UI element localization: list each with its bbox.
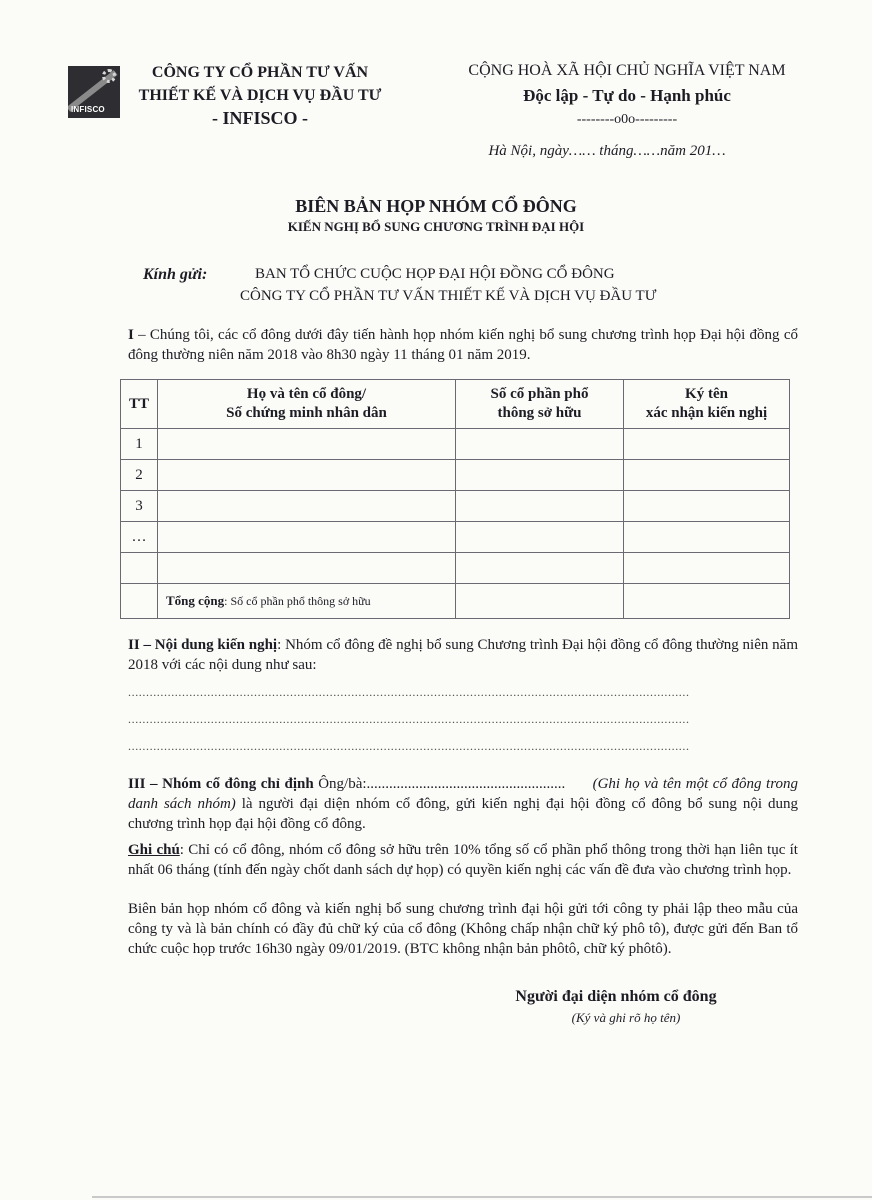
page-bottom-edge — [92, 1196, 872, 1198]
signature-hint: (Ký và ghi rõ họ tên) — [571, 1010, 681, 1025]
company-logo — [68, 66, 120, 118]
col-header-tt: TT — [121, 380, 158, 429]
note-paragraph — [128, 840, 798, 880]
sign-cell[interactable] — [624, 553, 790, 584]
content-line-3[interactable]: ............................................................................................................................................................ — [128, 739, 690, 753]
sign-cell[interactable] — [624, 491, 790, 522]
col-header-sign-line2: xác nhận kiến nghị — [645, 405, 768, 421]
row-number: 2 — [121, 460, 158, 491]
section3-paragraph — [128, 774, 798, 834]
note-label: Ghi chú — [128, 842, 180, 858]
table-row — [121, 553, 790, 584]
table-row — [121, 429, 790, 460]
company-short-name: - INFISCO - — [211, 108, 308, 128]
col-header-shares — [456, 380, 624, 429]
row-number: … — [121, 522, 158, 553]
name-cell[interactable] — [158, 429, 456, 460]
content-line-1[interactable]: ............................................................................................................................................................ — [128, 685, 690, 699]
section3-italic-hint: (Ghi họ và tên một cổ đông trong danh sách nhóm) — [128, 776, 798, 812]
note-text1: : Chỉ có cổ đông, nhóm cổ đông sở hữu trên 10% tổng số cổ phần phổ thông trong thời hạn liên tục ít nhất 06 tháng (tính đến ngày chốt danh sách dự họp) có quyền kiến nghị các vấn đề đưa vào chương trình họp. — [128, 842, 798, 878]
date-line: Hà Nội, ngày…… tháng……năm 201… — [488, 143, 726, 159]
shares-cell[interactable] — [456, 460, 624, 491]
table-header-row — [121, 380, 790, 429]
content-line-2[interactable]: ............................................................................................................................................................ — [128, 712, 690, 726]
section3-text2: là người đại diện nhóm cổ đông, gửi kiến nghị đại hội đồng cổ đông bổ sung nội dung chương trình họp đại hội đồng cổ đông. — [128, 796, 798, 832]
document-subtitle: KIẾN NGHỊ BỔ SUNG CHƯƠNG TRÌNH ĐẠI HỘI — [287, 219, 585, 234]
name-cell[interactable] — [158, 460, 456, 491]
total-tt-cell — [121, 584, 158, 619]
row-number — [121, 553, 158, 584]
total-note: : Số cổ phần phổ thông sở hữu — [224, 594, 371, 608]
company-name-line1: CÔNG TY CỔ PHẦN TƯ VẤN — [151, 64, 369, 81]
section2-paragraph — [128, 635, 798, 675]
shareholder-table — [120, 379, 790, 619]
section1-text: – Chúng tôi, các cổ đông dưới đây tiến hành họp nhóm kiến nghị bổ sung chương trình họp Đại hội đồng cổ đông thường niên năm 2018 vào 8h30 ngày 11 tháng 01 năm 2019. — [128, 327, 798, 363]
total-sign-cell — [624, 584, 790, 619]
section1-paragraph — [128, 325, 798, 365]
shares-cell[interactable] — [456, 553, 624, 584]
document-title: BIÊN BẢN HỌP NHÓM CỔ ĐÔNG — [295, 196, 577, 216]
total-label-cell — [158, 584, 456, 619]
company-name-line2: THIẾT KẾ VÀ DỊCH VỤ ĐẦU TƯ — [138, 87, 382, 104]
total-shares-cell[interactable] — [456, 584, 624, 619]
table-total-row — [121, 584, 790, 619]
name-cell[interactable] — [158, 491, 456, 522]
nation-motto: Độc lập - Tự do - Hạnh phúc — [523, 86, 731, 105]
signature-title: Người đại diện nhóm cổ đông — [515, 988, 717, 1005]
col-header-shares-line1: Số cổ phần phổ — [490, 386, 589, 402]
col-header-name-line2: Số chứng minh nhân dân — [226, 405, 387, 421]
name-cell[interactable] — [158, 553, 456, 584]
section2-text: : Nhóm cổ đông đề nghị bổ sung Chương trình Đại hội đồng cổ đông thường niên năm 2018 với các nội dung như sau: — [128, 637, 798, 673]
row-number: 3 — [121, 491, 158, 522]
logo-text: INFISCO — [71, 105, 105, 114]
section1-lead: I — [128, 327, 134, 343]
gear-icon — [102, 69, 116, 83]
section3-text1: Ông/bà:..................................................... — [313, 776, 566, 792]
note-paragraph-2: Biên bản họp nhóm cổ đông và kiến nghị bổ sung chương trình đại hội gửi tới công ty phải lập theo mẫu của công ty và là bản chính có đầy đủ chữ ký của cổ đông (Không chấp nhận chữ ký phô tô), được gửi đến Ban tổ chức cuộc họp trước 16h30 ngày 09/01/2019. (BTC không nhận bản phôtô, chữ ký phôtô). — [128, 901, 798, 957]
addressee-label: Kính gửi: — [143, 266, 208, 283]
table-row — [121, 460, 790, 491]
nation-name: CỘNG HOÀ XÃ HỘI CHỦ NGHĨA VIỆT NAM — [468, 62, 786, 79]
sign-cell[interactable] — [624, 522, 790, 553]
sign-cell[interactable] — [624, 429, 790, 460]
sign-cell[interactable] — [624, 460, 790, 491]
table-row — [121, 522, 790, 553]
section3-heading: III – Nhóm cổ đông chỉ định — [128, 776, 314, 792]
shares-cell[interactable] — [456, 429, 624, 460]
col-header-name-line1: Họ và tên cổ đông/ — [246, 386, 367, 402]
shares-cell[interactable] — [456, 522, 624, 553]
shares-cell[interactable] — [456, 491, 624, 522]
total-label: Tổng cộng — [166, 593, 225, 608]
table-row — [121, 491, 790, 522]
nation-divider: --------o0o--------- — [576, 112, 678, 127]
section2-heading: II – Nội dung kiến nghị — [128, 637, 278, 653]
col-header-sign — [624, 380, 790, 429]
addressee-line2: CÔNG TY CỔ PHẦN TƯ VẤN THIẾT KẾ VÀ DỊCH VỤ ĐẦU TƯ — [240, 288, 657, 304]
col-header-sign-line1: Ký tên — [685, 386, 728, 402]
addressee-line1: BAN TỔ CHỨC CUỘC HỌP ĐẠI HỘI ĐỒNG CỔ ĐÔNG — [255, 266, 615, 282]
col-header-shares-line2: thông sở hữu — [497, 405, 582, 421]
name-cell[interactable] — [158, 522, 456, 553]
row-number: 1 — [121, 429, 158, 460]
col-header-name — [158, 380, 456, 429]
